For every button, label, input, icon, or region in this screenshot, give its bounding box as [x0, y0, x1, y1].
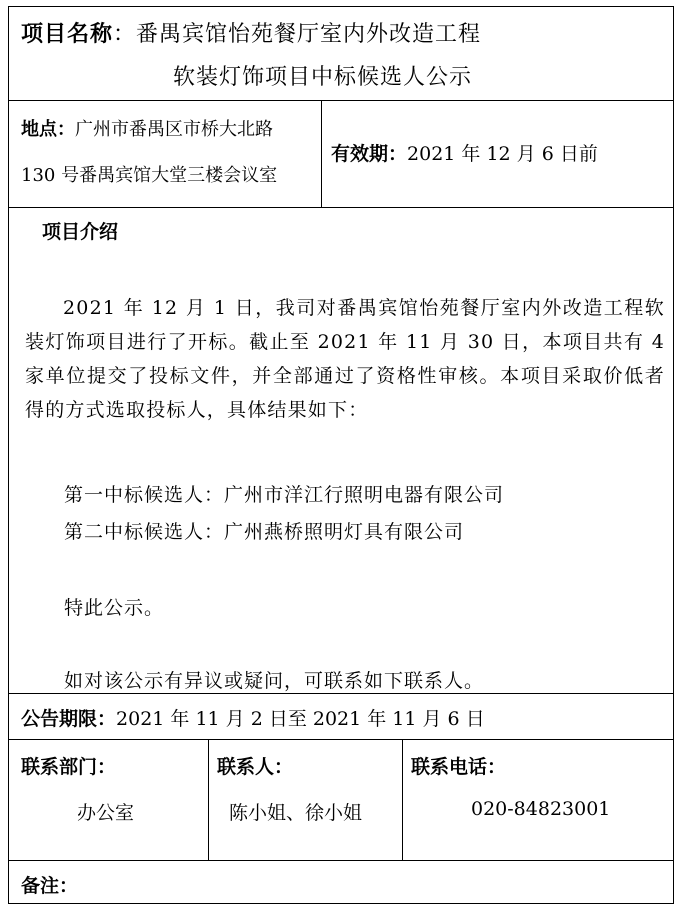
- period-row: [9, 694, 673, 740]
- period-value: 2021 年 11 月 2 日至 2021 年 11 月 6 日: [116, 708, 485, 730]
- validity-label: 有效期：: [331, 143, 408, 165]
- person-label: 联系人：: [217, 756, 294, 778]
- candidate-1: 第一中标候选人：广州市洋江行照明电器有限公司: [64, 484, 505, 506]
- dept-value: 办公室: [77, 802, 135, 824]
- validity-value: 2021 年 12 月 6 日前: [407, 143, 598, 165]
- project-title-line2: 软装灯饰项目中标候选人公示: [173, 65, 473, 90]
- location-label: 地点：: [21, 119, 75, 140]
- person-value: 陈小姐、徐小姐: [229, 802, 363, 824]
- intro-paragraph: 2021 年 12 月 1 日，我司对番禺宾馆怡苑餐厅室内外改造工程软装灯饰项目进行了开标。截止至 2021 年 11 月 30 日，本项目共有 4 家单位提交了投标文件，并全部通过了资格性审核。本项目采取价低者得的方式选取投标人，具体结果如下：: [25, 297, 665, 421]
- intro-row: [9, 208, 673, 694]
- project-name-colon: ：: [113, 22, 137, 47]
- contacts-divider-2: [402, 740, 403, 860]
- title-row: [9, 7, 673, 101]
- location-address-1: 广州市番禺区市桥大北路: [75, 119, 273, 140]
- notice-table: [8, 6, 674, 904]
- dept-label: 联系部门：: [21, 756, 117, 778]
- location-address-2: 130 号番禺宾馆大堂三楼会议室: [21, 165, 278, 186]
- location-line-1: [21, 115, 273, 141]
- location-row: [9, 101, 673, 208]
- phone-label: 联系电话：: [411, 756, 507, 778]
- intro-heading: 项目介绍: [42, 221, 119, 243]
- contact-note: 如对该公示有异议或疑问，可联系如下联系人。: [64, 670, 485, 692]
- notice-text: 特此公示。: [64, 597, 165, 619]
- remarks-label: 备注：: [21, 875, 79, 897]
- project-name-label: 项目名称: [21, 22, 114, 47]
- contacts-divider-1: [208, 740, 209, 860]
- candidate-2: 第二中标候选人：广州燕桥照明灯具有限公司: [64, 521, 465, 543]
- project-title-line1: 番禺宾馆怡苑餐厅室内外改造工程: [136, 22, 482, 47]
- period: [21, 704, 485, 731]
- phone-value: 020-84823001: [471, 798, 611, 820]
- contacts-row: [9, 740, 673, 861]
- period-label: 公告期限：: [21, 708, 117, 730]
- validity: [331, 139, 598, 166]
- column-divider: [321, 101, 322, 207]
- title-line-1: [21, 17, 481, 48]
